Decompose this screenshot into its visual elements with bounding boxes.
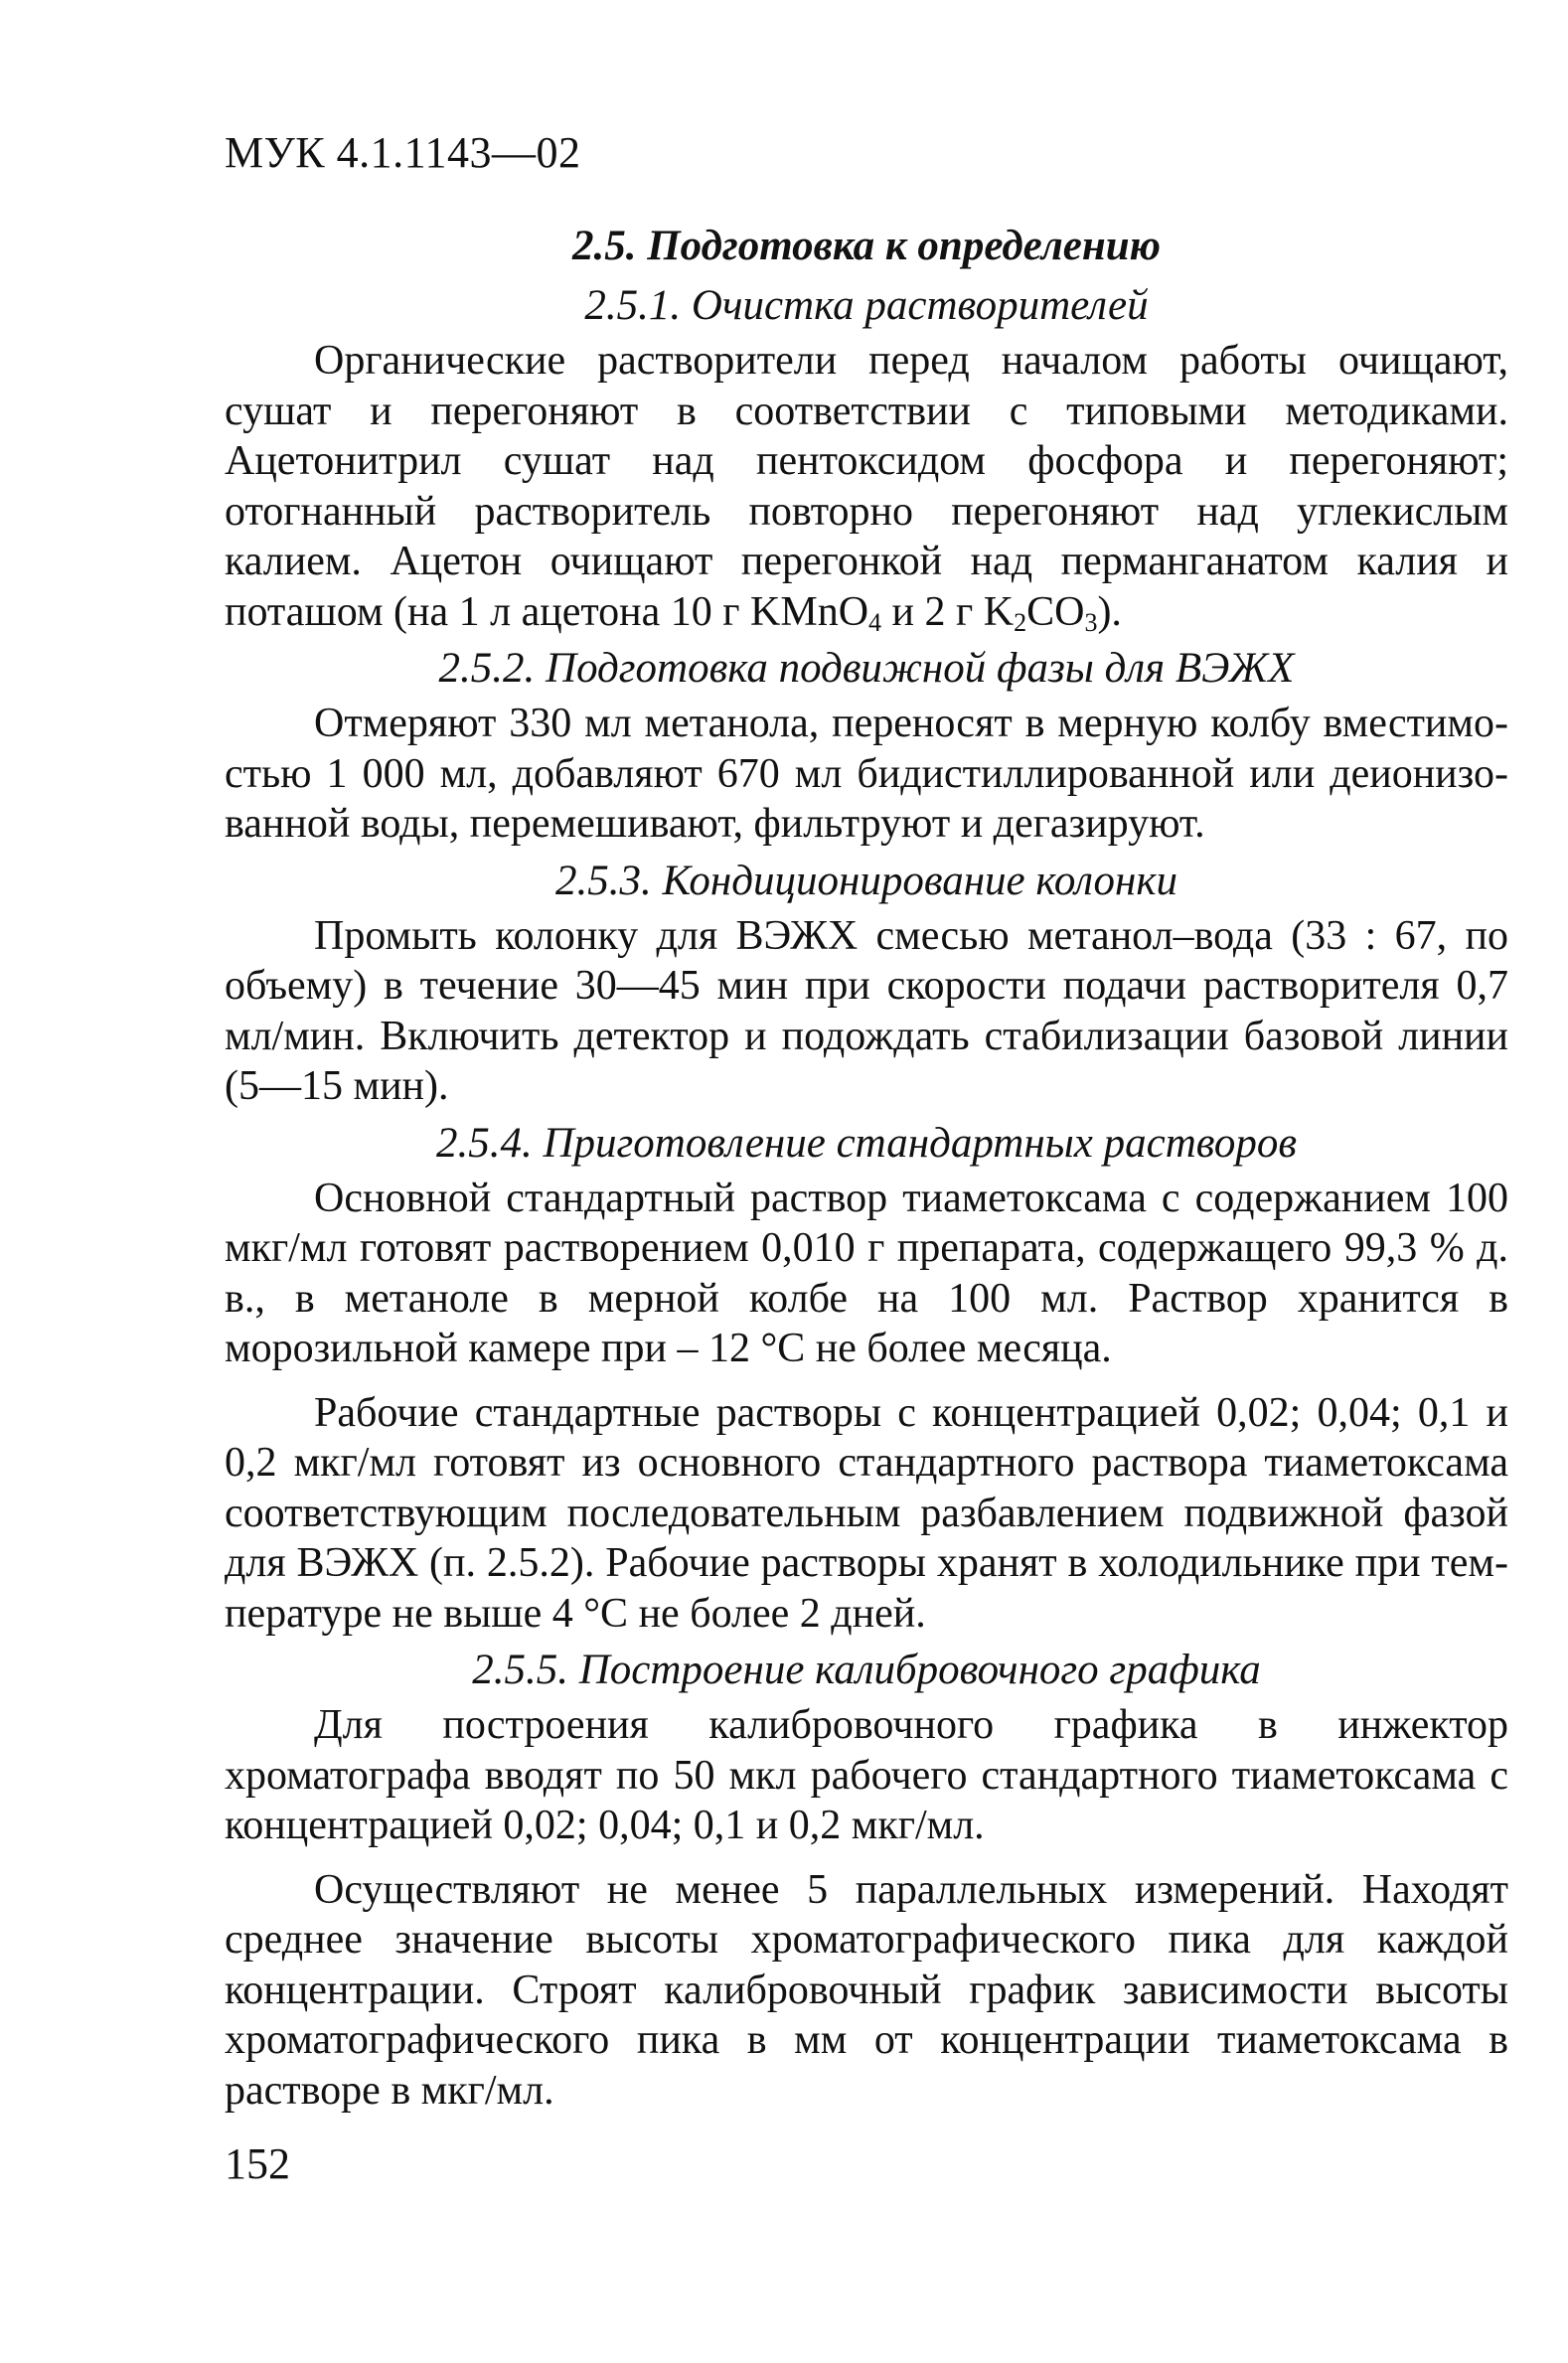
paragraph-working-standards: Рабочие стандартные растворы с концентрацией 0,02; 0,04; 0,1 и 0,2 мкг/мл готовят из основного стандартного раствора тиаметоксама соответствующим последовательным разбавлением подвижной фазой для ВЭЖХ (п. 2.5.2). Рабочие растворы хранят в холодильнике при температуре не выше 4 °С не более 2 дней. xyxy=(225,1389,1508,1637)
paragraph-solvent-purification: Органические растворители перед началом работы очищают, сушат и перегоняют в соответствии с типовыми методиками. Ацетонитрил сушат над пентоксидом фосфора и перегоняют; отогнанный растворитель повторно перегоняют над углекислым калием. Ацетон очищают перегонкой над перманганатом калия и поташом (на 1 л ацетона 10 г KMnO$_4$ и 2 г $K_2CO_3$). xyxy=(225,338,1508,637)
subsection-title-2-5-4: 2.5.4. Приготовление стандартных растворов xyxy=(435,1119,1298,1167)
paragraph-stock-standard: Основной стандартный раствор тиаметоксама с содержанием 100 мкг/мл готовят растворением 0,010 г препарата, содержащего 99,3 % д. в., в метаноле в мерной колбе на 100 мл. Раствор хранится в морозильной камере при – 12 °С не более месяца. xyxy=(225,1175,1508,1371)
paragraph-calibration-injection: Для построения калибровочного графика в инжектор хроматографа вводят по 50 мкл рабочего стандартного тиаметоксама с концентрацией 0,02; 0,04; 0,1 и 0,2 мкг/мл. xyxy=(225,1702,1508,1848)
document-code: МУК 4.1.1143—02 xyxy=(225,128,581,177)
subsection-title-2-5-2: 2.5.2. Подготовка подвижной фазы для ВЭЖХ xyxy=(438,645,1295,692)
paragraph-column-conditioning: Промыть колонку для ВЭЖХ смесью метанол–вода (33 : 67, по объему) в течение 30—45 мин при скорости подачи растворителя 0,7 мл/мин. Включить детектор и подождать стабилизации базовой линии (5—15 мин). xyxy=(225,912,1508,1109)
subsection-title-2-5-3: 2.5.3. Кондиционирование колонки xyxy=(555,857,1177,904)
page-number: 152 xyxy=(225,2139,290,2188)
subsection-title-2-5-1: 2.5.1. Очистка растворителей xyxy=(584,282,1149,329)
page-content xyxy=(225,221,1508,2116)
paragraph-calibration-measurements: Осуществляют не менее 5 параллельных измерений. Находят среднее значение высоты хроматографического пика для каждой концентрации. Строят калибровочный график зависимости высоты хроматографического пика в мм от концентрации тиаметоксама в растворе в мкг/мл. xyxy=(225,1866,1508,2114)
paragraph-mobile-phase: Отмеряют 330 мл метанола, переносят в мерную колбу вместимостью 1 000 мл, добавляют 670 мл бидистиллированной или деионизованной воды, перемешивают, фильтруют и дегазируют. xyxy=(225,701,1508,847)
subsection-title-2-5-5: 2.5.5. Построение калибровочного графика xyxy=(472,1647,1261,1693)
section-title: 2.5. Подготовка к определению xyxy=(571,223,1162,269)
